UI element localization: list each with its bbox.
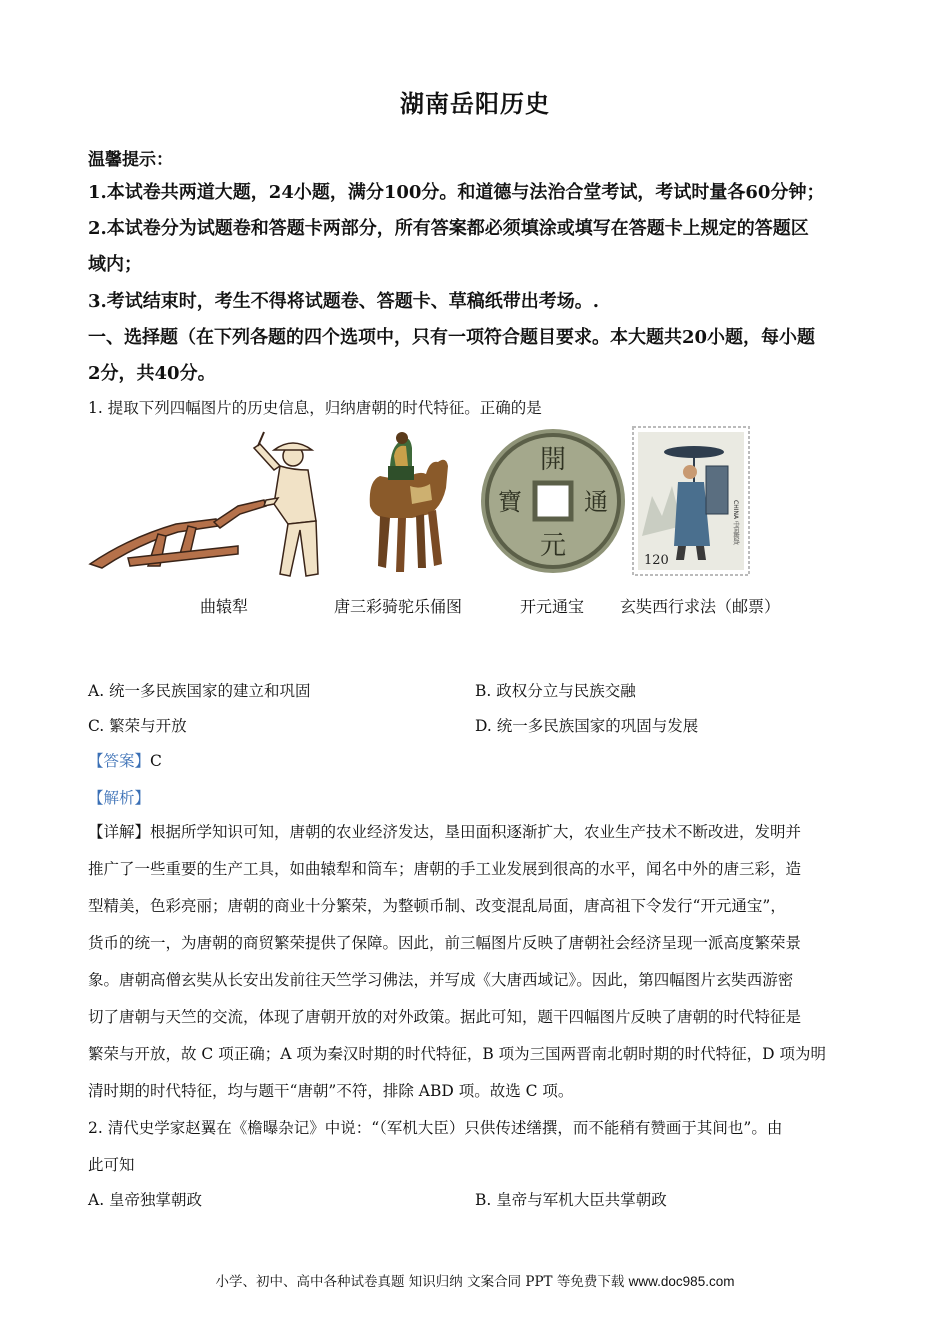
- coin-char-right: 通: [584, 488, 608, 516]
- detail-line: 货币的统一，为唐朝的商贸繁荣提供了保障。因此，前三幅图片反映了唐朝社会经济呈现一派高度繁荣景: [88, 934, 802, 952]
- detail-line: 【详解】根据所学知识可知，唐朝的农业经济发达，垦田面积逐渐扩大，农业生产技术不断改进，发明并: [88, 823, 802, 841]
- question-1-figures: [88, 426, 848, 626]
- notice-line-2-cont: 域内；: [88, 254, 142, 275]
- stamp-country: CHINA 中国邮政: [732, 500, 739, 545]
- question-1-option-b: B. 政权分立与民族交融: [475, 682, 636, 700]
- question-2-option-b: B. 皇帝与军机大臣共掌朝政: [475, 1191, 667, 1209]
- footer-link[interactable]: www.doc985.com: [628, 1274, 735, 1289]
- page-footer: [0, 1270, 950, 1290]
- notice-line-3: 3.考试结束时，考生不得将试题卷、答题卡、草稿纸带出考场。.: [88, 291, 600, 312]
- xuanzang-stamp-image: [632, 426, 750, 576]
- tang-sancai-camel-image: [350, 426, 455, 586]
- question-2-option-a: A. 皇帝独掌朝政: [88, 1191, 203, 1209]
- detail-line: 清时期的时代特征，均与题干“唐朝”不符，排除 ABD 项。故选 C 项。: [88, 1082, 574, 1100]
- section-heading-cont: 2分，共40分。: [88, 363, 216, 384]
- caption-coin: 开元通宝: [520, 597, 585, 616]
- analysis-label: 【解析】: [88, 789, 151, 807]
- answer-value: C: [150, 752, 162, 770]
- question-2-stem-cont: 此可知: [88, 1156, 135, 1174]
- question-1-option-d: D. 统一多民族国家的巩固与发展: [475, 717, 699, 735]
- question-1-option-c: C. 繁荣与开放: [88, 717, 187, 735]
- page-title: 湖南岳阳历史: [400, 89, 550, 118]
- detail-line: 型精美，色彩亮丽；唐朝的商业十分繁荣，为整顿币制、改变混乱局面，唐高祖下令发行“开元通宝”，: [88, 897, 786, 915]
- question-1-stem: 1. 提取下列四幅图片的历史信息，归纳唐朝的时代特征。正确的是: [88, 399, 542, 417]
- section-heading: 一、选择题（在下列各题的四个选项中，只有一项符合题目要求。本大题共20小题，每小题: [88, 327, 816, 348]
- coin-char-top: 開: [539, 445, 567, 475]
- coin-char-bottom: 元: [539, 531, 567, 561]
- question-1-answer: [88, 749, 162, 771]
- question-2-stem: 2. 清代史学家赵翼在《檐曝杂记》中说：“（军机大臣）只供传述缮撰，而不能稍有赞画于其间也”。由: [88, 1119, 783, 1137]
- question-1-option-a: A. 统一多民族国家的建立和巩固: [88, 682, 311, 700]
- notice-line-2: 2.本试卷分为试题卷和答题卡两部分，所有答案都必须填涂或填写在答题卡上规定的答题区: [88, 218, 809, 239]
- detail-line: 象。唐朝高僧玄奘从长安出发前往天竺学习佛法，并写成《大唐西域记》。因此，第四幅图片玄奘西游密: [88, 971, 794, 989]
- caption-stamp: 玄奘西行求法（邮票）: [620, 597, 781, 616]
- detail-line: 推广了一些重要的生产工具，如曲辕犁和筒车；唐朝的手工业发展到很高的水平，闻名中外的唐三彩，造: [88, 860, 802, 878]
- coin-char-left: 寶: [498, 488, 522, 516]
- detail-line: 繁荣与开放，故 C 项正确；A 项为秦汉时期的时代特征，B 项为三国两晋南北朝时期的时代特征，D 项为明: [88, 1045, 827, 1063]
- footer-text: 小学、初中、高中各种试卷真题 知识归纳 文案合同 PPT 等免费下载: [215, 1274, 625, 1290]
- kaiyuan-tongbao-image: [478, 426, 628, 576]
- notice-line-1: 1.本试卷共两道大题，24小题，满分100分。和道德与法治合堂考试，考试时量各60分钟；: [88, 182, 825, 203]
- caption-plow: 曲辕犁: [200, 597, 249, 616]
- notice-heading: 温馨提示：: [88, 150, 173, 170]
- caption-camel: 唐三彩骑驼乐俑图: [334, 597, 463, 616]
- answer-label: 【答案】: [88, 752, 151, 770]
- stamp-value: 120: [644, 553, 669, 568]
- detail-line: 切了唐朝与天竺的交流，体现了唐朝开放的对外政策。据此可知，题干四幅图片反映了唐朝的时代特征是: [88, 1008, 802, 1026]
- plow-image: [88, 426, 328, 581]
